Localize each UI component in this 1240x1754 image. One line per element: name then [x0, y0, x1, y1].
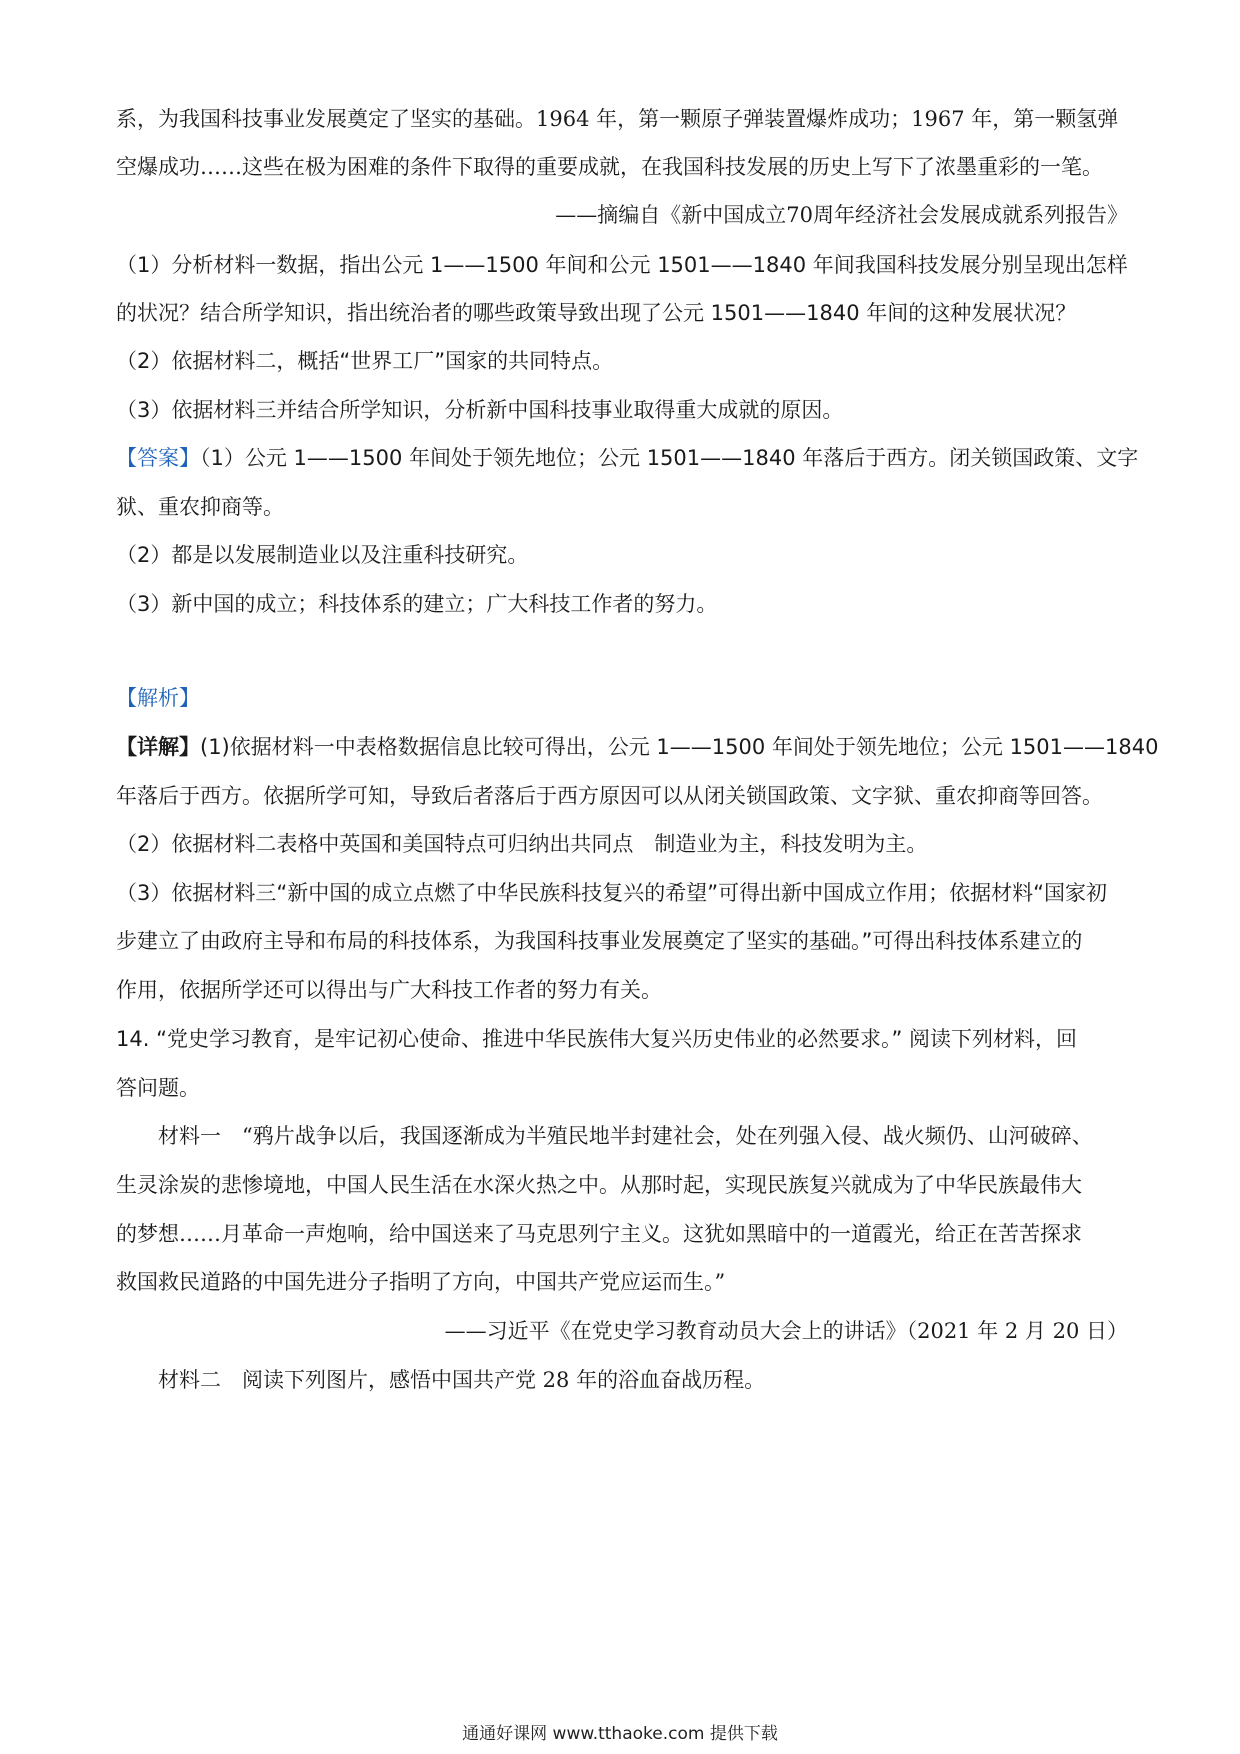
detail-3-line: （3）依据材料三“新中国的成立点燃了中华民族科技复兴的希望”可得出新中国成立作用；依据材料“国家初 — [116, 881, 1107, 905]
detail-line: 年落后于西方。依据所学可知，导致后者落后于西方原因可以从闭关锁国政策、文字狱、重农抑商等回答。 — [116, 784, 1103, 808]
question-2: （2）依据材料二，概括“世界工厂”国家的共同特点。 — [116, 349, 614, 373]
page-footer: 通通好课网 www.tthaoke.com 提供下载 — [462, 1724, 778, 1744]
question-3: （3）依据材料三并结合所学知识，分析新中国科技事业取得重大成就的原因。 — [116, 398, 844, 422]
answer-text: （1）公元 1——1500 年间处于领先地位；公元 1501——1840 年落后于西方。闭关锁国政策、文字 — [200, 446, 1139, 470]
analysis-tag: 【解析】 — [116, 686, 200, 710]
question-14-stem: 14. “党史学习教育，是牢记初心使命、推进中华民族伟大复兴历史伟业的必然要求。” 阅读下列材料，回 — [116, 1027, 1078, 1051]
material-one-citation: ——习近平《在党史学习教育动员大会上的讲话》（2021 年 2 月 20 日） — [444, 1319, 1128, 1343]
material-one-line: 材料一 “鸦片战争以后，我国逐渐成为半殖民地半封建社会，处在列强入侵、战火频仍、山河破碎、 — [158, 1124, 1093, 1148]
question-14-stem: 答问题。 — [116, 1076, 200, 1100]
detail-tag: 【详解】 — [116, 735, 200, 759]
answer-line — [116, 443, 1139, 473]
source-citation: ——摘编自《新中国成立70周年经济社会发展成就系列报告》 — [555, 203, 1128, 227]
answer-tag: 【答案】 — [116, 446, 200, 470]
answer-3: （3）新中国的成立；科技体系的建立；广大科技工作者的努力。 — [116, 592, 718, 616]
material-three-paragraph-line: 系，为我国科技事业发展奠定了坚实的基础。1964 年，第一颗原子弹装置爆炸成功；1967 年，第一颗氢弹 — [116, 107, 1119, 131]
detail-line — [116, 732, 1159, 762]
question-1-line: （1）分析材料一数据，指出公元 1——1500 年间和公元 1501——1840 年间我国科技发展分别呈现出怎样 — [116, 253, 1128, 277]
material-one-line: 生灵涂炭的悲惨境地，中国人民生活在水深火热之中。从那时起，实现民族复兴就成为了中华民族最伟大 — [116, 1173, 1082, 1197]
detail-3-line: 作用，依据所学还可以得出与广大科技工作者的努力有关。 — [116, 978, 662, 1002]
material-one-line: 救国救民道路的中国先进分子指明了方向，中国共产党应运而生。” — [116, 1270, 726, 1294]
material-three-paragraph-line: 空爆成功……这些在极为困难的条件下取得的重要成就，在我国科技发展的历史上写下了浓墨重彩的一笔。 — [116, 155, 1103, 179]
detail-text: (1)依据材料一中表格数据信息比较可得出，公元 1——1500 年间处于领先地位；公元 1501——1840 — [200, 735, 1159, 759]
material-two-intro: 材料二 阅读下列图片，感悟中国共产党 28 年的浴血奋战历程。 — [158, 1368, 766, 1392]
material-one-line: 的梦想……月革命一声炮响，给中国送来了马克思列宁主义。这犹如黑暗中的一道霞光，给正在苦苦探求 — [116, 1222, 1082, 1246]
question-1-line: 的状况？结合所学知识，指出统治者的哪些政策导致出现了公元 1501——1840 年间的这种发展状况？ — [116, 301, 1077, 325]
detail-2: （2）依据材料二表格中英国和美国特点可归纳出共同点 制造业为主，科技发明为主。 — [116, 832, 928, 856]
answer-2: （2）都是以发展制造业以及注重科技研究。 — [116, 543, 529, 567]
answer-line: 狱、重农抑商等。 — [116, 495, 284, 519]
detail-3-line: 步建立了由政府主导和布局的科技体系，为我国科技事业发展奠定了坚实的基础。”可得出科技体系建立的 — [116, 929, 1083, 953]
